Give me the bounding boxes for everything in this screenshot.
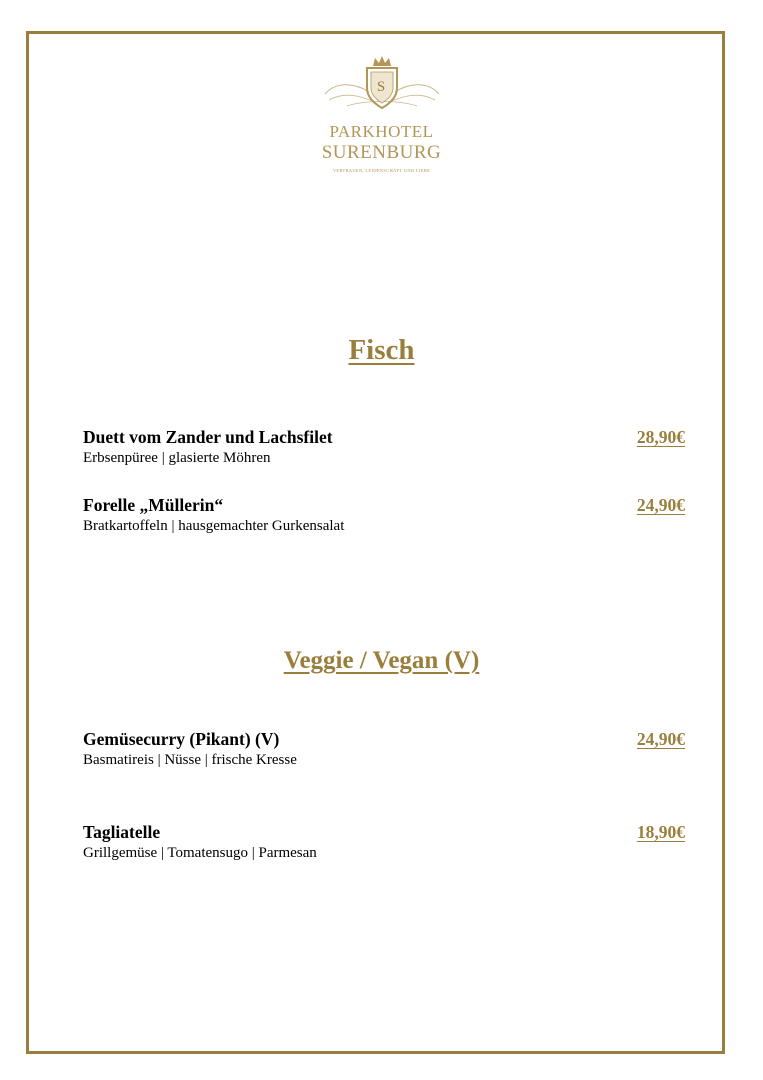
menu-item-name: Duett vom Zander und Lachsfilet [83, 427, 333, 447]
hotel-logo [0, 54, 763, 173]
menu-item-description: Bratkartoffeln | hausgemachter Gurkensalat [83, 518, 345, 534]
menu-item-price: 24,90€ [636, 729, 685, 749]
logo-line-surenburg: SURENBURG [321, 142, 442, 163]
menu-item-price: 24,90€ [636, 495, 685, 515]
menu-item-description: Erbsenpüree | glasierte Möhren [83, 450, 271, 466]
menu-item-name: Tagliatelle [83, 822, 161, 842]
section-title-veggie-vegan: Veggie / Vegan (V) [283, 647, 480, 674]
menu-item-price: 28,90€ [636, 427, 685, 447]
menu-item [83, 495, 685, 535]
menu-item [83, 822, 685, 862]
page-border [26, 31, 725, 1054]
logo-line-parkhotel: PARKHOTEL [329, 122, 434, 141]
menu-item-description: Grillgemüse | Tomatensugo | Parmesan [83, 845, 317, 861]
section-title-fisch: Fisch [348, 334, 415, 366]
menu-item-description: Basmatireis | Nüsse | frische Kresse [83, 752, 297, 768]
logo-tagline: VERTRAUEN, LEIDENSCHAFT UND LIEBE [332, 168, 431, 173]
menu-item-name: Forelle „Müllerin“ [83, 495, 224, 515]
menu-item [83, 729, 685, 769]
menu-item [83, 427, 685, 467]
menu-item-price: 18,90€ [636, 822, 685, 842]
logo-monogram [371, 76, 391, 96]
menu-item-name: Gemüsecurry (Pikant) (V) [83, 729, 280, 749]
svg-text:S: S [376, 79, 386, 95]
